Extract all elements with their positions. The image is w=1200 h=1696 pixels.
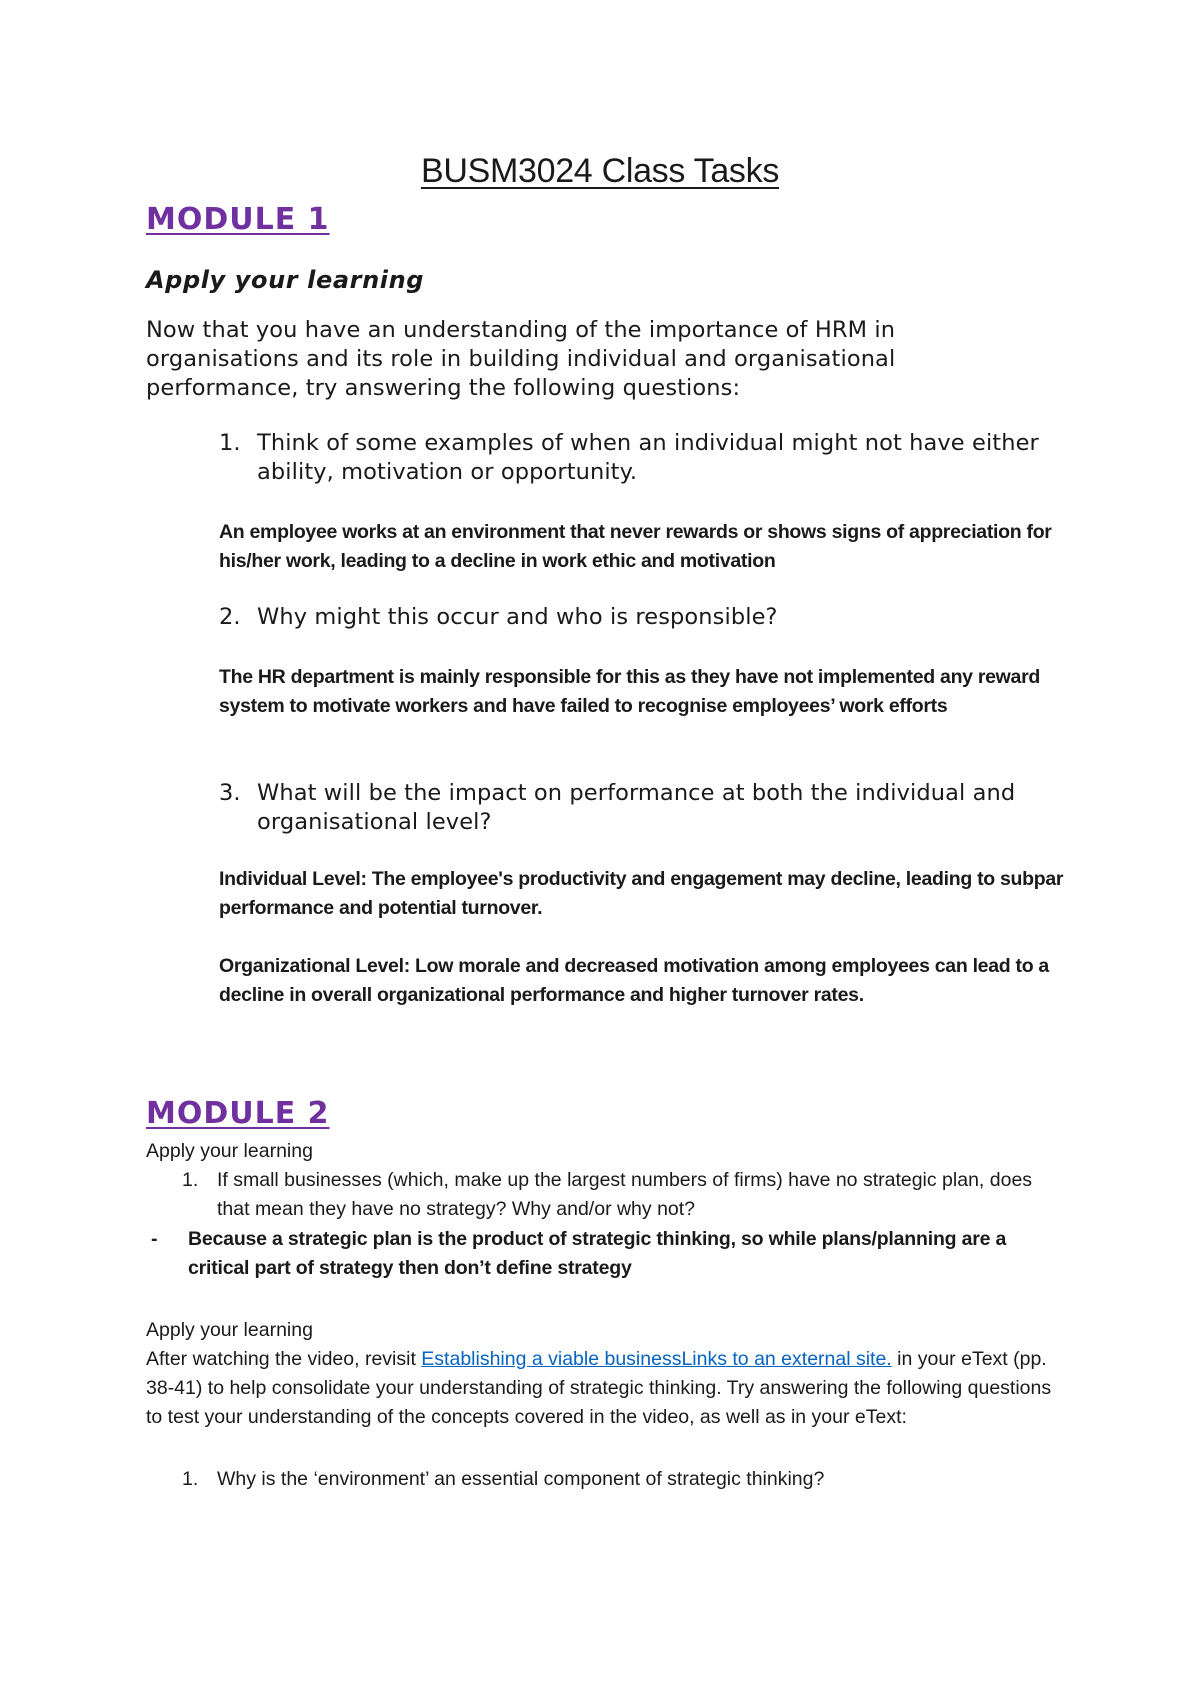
question-1-number: 1. xyxy=(219,430,241,456)
answer-2: The HR department is mainly responsible for this as they have not implemented any reward system to motivate workers and have failed to recognise employees’ work efforts xyxy=(219,666,1040,717)
instructions-after-link: in your eText (pp. 38-41) to help consolidate your understanding of strategic thinking. Try answering the following questions to test your understanding of the concepts covered in the video, as well as in your eText: xyxy=(146,1348,1052,1428)
dash-bullet: - xyxy=(151,1228,158,1250)
question-3-text: What will be the impact on performance at both the individual and organisational level? xyxy=(257,780,1016,835)
module-2-question-2-text: Why is the ‘environment’ an essential component of strategic thinking? xyxy=(217,1468,825,1490)
question-1 xyxy=(219,429,1039,487)
etext-link[interactable]: Establishing a viable businessLinks to an external site. xyxy=(421,1348,892,1370)
module-2-question-2-number: 1. xyxy=(182,1468,199,1490)
module-1-heading: MODULE 1 xyxy=(146,202,330,237)
question-3-number: 3. xyxy=(219,780,241,806)
module-2-answer-1 xyxy=(146,1225,1066,1283)
module-2-question-1-text: If small businesses (which, make up the largest numbers of firms) have no strategic plan, does that mean they have no strategy? Why and/or why not? xyxy=(217,1169,1033,1220)
question-1-text: Think of some examples of when an individual might not have either ability, motivation or opportunity. xyxy=(257,430,1039,485)
module-2-apply-heading-1: Apply your learning xyxy=(146,1140,313,1162)
instructions-before-link: After watching the video, revisit xyxy=(146,1348,422,1370)
question-2-text: Why might this occur and who is responsible? xyxy=(257,604,778,630)
answer-3-individual: Individual Level: The employee's productivity and engagement may decline, leading to subpar performance and potential turnover. xyxy=(219,868,1064,919)
module-2-instructions xyxy=(146,1345,1066,1432)
module-1-intro: Now that you have an understanding of the importance of HRM in organisations and its role in building individual and organisational performance, try answering the following questions: xyxy=(146,317,896,401)
question-3 xyxy=(219,779,1039,837)
module-2-question-2 xyxy=(182,1465,1062,1494)
answer-3-organizational: Organizational Level: Low morale and decreased motivation among employees can lead to a decline in overall organizational performance and higher turnover rates. xyxy=(219,955,1049,1006)
module-2-heading: MODULE 2 xyxy=(146,1096,330,1131)
module-2-question-1 xyxy=(182,1166,1062,1224)
document-title: BUSM3024 Class Tasks xyxy=(420,152,780,190)
module-2-answer-1-text: Because a strategic plan is the product of strategic thinking, so while plans/planning are a critical part of strategy then don’t define strategy xyxy=(188,1228,1007,1279)
module-2-question-1-number: 1. xyxy=(182,1169,199,1191)
module-1-apply-heading: Apply your learning xyxy=(146,266,425,294)
module-2-apply-heading-2: Apply your learning xyxy=(146,1319,313,1341)
answer-1: An employee works at an environment that never rewards or shows signs of appreciation for his/her work, leading to a decline in work ethic and motivation xyxy=(219,521,1052,572)
question-2-number: 2. xyxy=(219,604,241,630)
question-2 xyxy=(219,603,1039,632)
